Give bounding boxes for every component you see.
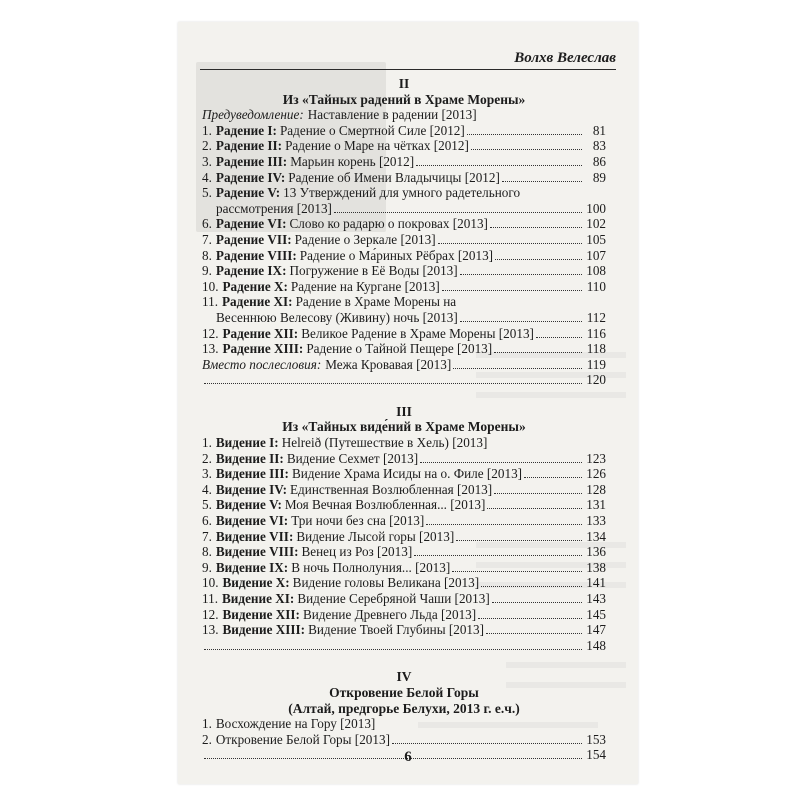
toc-entry: 10. Радение X: Радение на Кургане [2013] 110 xyxy=(202,278,606,294)
toc-entry: 12. Радение XII: Великое Радение в Храме Морены [2013] 116 xyxy=(202,325,606,341)
toc-entry: 9. Радение IX: Погружение в Её Воды [2013] 108 xyxy=(202,263,606,279)
toc-entry: 8. Радение VIII: Радение о Ма́риных Рёбрах [2013] 107 xyxy=(202,247,606,263)
toc-postface: Вместо послесловия: Межа Кровавая [2013] 119 xyxy=(202,356,606,372)
toc-entry: 5. Видение V: Моя Вечная Возлюбленная... [2013] 131 xyxy=(202,497,606,513)
toc-entry: 1. Видение I: Helreið (Путешествие в Хель) [2013] xyxy=(202,435,488,451)
section-number: IV xyxy=(396,669,412,685)
toc-entry: 3. Видение III: Видение Храма Исиды на о. Филе [2013] 126 xyxy=(202,466,606,482)
toc-entry: 1. Радение I: Радение о Смертной Силе [2012] 81 xyxy=(202,122,606,138)
toc-entry-continuation: рассмотрения [2013] 100 xyxy=(216,200,606,216)
toc-entry: 11. Радение XI: Радение в Храме Морены на xyxy=(202,294,457,310)
toc-entry: 4. Радение IV: Радение об Имени Владычицы [2012] 89 xyxy=(202,169,606,185)
toc-entry: 8. Видение VIII: Венец из Роз [2013] 136 xyxy=(202,544,606,560)
toc-tail-page: 120 xyxy=(202,372,606,388)
toc-entry: 2. Откровение Белой Горы [2013] 153 xyxy=(202,731,606,747)
toc-entry: 10. Видение X: Видение головы Великана [2013] 141 xyxy=(202,575,606,591)
table-of-contents xyxy=(202,74,606,763)
toc-entry: 2. Видение II: Видение Сехмет [2013] 123 xyxy=(202,450,606,466)
toc-preface: Предуведомление: Наставление в радении [2013] xyxy=(202,107,477,123)
toc-entry: 13. Видение XIII: Видение Твоей Глубины [2013] 147 xyxy=(202,622,606,638)
toc-entry-continuation: Весеннюю Велесову (Живину) ночь [2013] 112 xyxy=(216,309,606,325)
toc-entry: 7. Радение VII: Радение о Зеркале [2013] 105 xyxy=(202,231,606,247)
toc-entry: 6. Видение VI: Три ночи без сна [2013] 133 xyxy=(202,513,606,529)
toc-tail-page: 154 xyxy=(202,747,606,763)
toc-entry: 12. Видение XII: Видение Древнего Льда [2013] 145 xyxy=(202,606,606,622)
toc-entry: 13. Радение XIII: Радение о Тайной Пещере [2013] 118 xyxy=(202,341,606,357)
section-subtitle: (Алтай, предгорье Белухи, 2013 г. е.ч.) xyxy=(288,700,520,716)
section-title: Из «Тайных виде́ний в Храме Морены» xyxy=(282,419,526,435)
page-number: 6 xyxy=(404,749,412,765)
toc-entry: 11. Видение XI: Видение Серебряной Чаши [2013] 143 xyxy=(202,591,606,606)
toc-entry: 1. Восхождение на Гору [2013] xyxy=(202,716,376,732)
section-title: Откровение Белой Горы xyxy=(329,684,479,700)
section-number: II xyxy=(398,76,410,91)
toc-entry: 3. Радение III: Марьин корень [2012] 86 xyxy=(202,153,606,169)
toc-entry: 9. Видение IX: В ночь Полнолуния... [2013] 138 xyxy=(202,559,606,575)
toc-entry: 5. Радение V: 13 Утверждений для умного радетельного xyxy=(202,185,521,201)
section-number: III xyxy=(396,403,412,419)
book-page xyxy=(178,22,638,784)
running-header: Волхв Велеслав xyxy=(200,50,616,70)
toc-entry: 7. Видение VII: Видение Лысой горы [2013] 134 xyxy=(202,528,606,544)
toc-entry: 2. Радение II: Радение о Маре на чётках [2012] 83 xyxy=(202,138,606,154)
toc-tail-page: 148 xyxy=(202,638,606,654)
toc-entry: 4. Видение IV: Единственная Возлюбленная [2013] 128 xyxy=(202,481,606,497)
toc-entry: 6. Радение VI: Слово ко радарю о покровах [2013] 102 xyxy=(202,216,606,232)
section-title: Из «Тайных радений в Храме Морены» xyxy=(282,91,526,107)
